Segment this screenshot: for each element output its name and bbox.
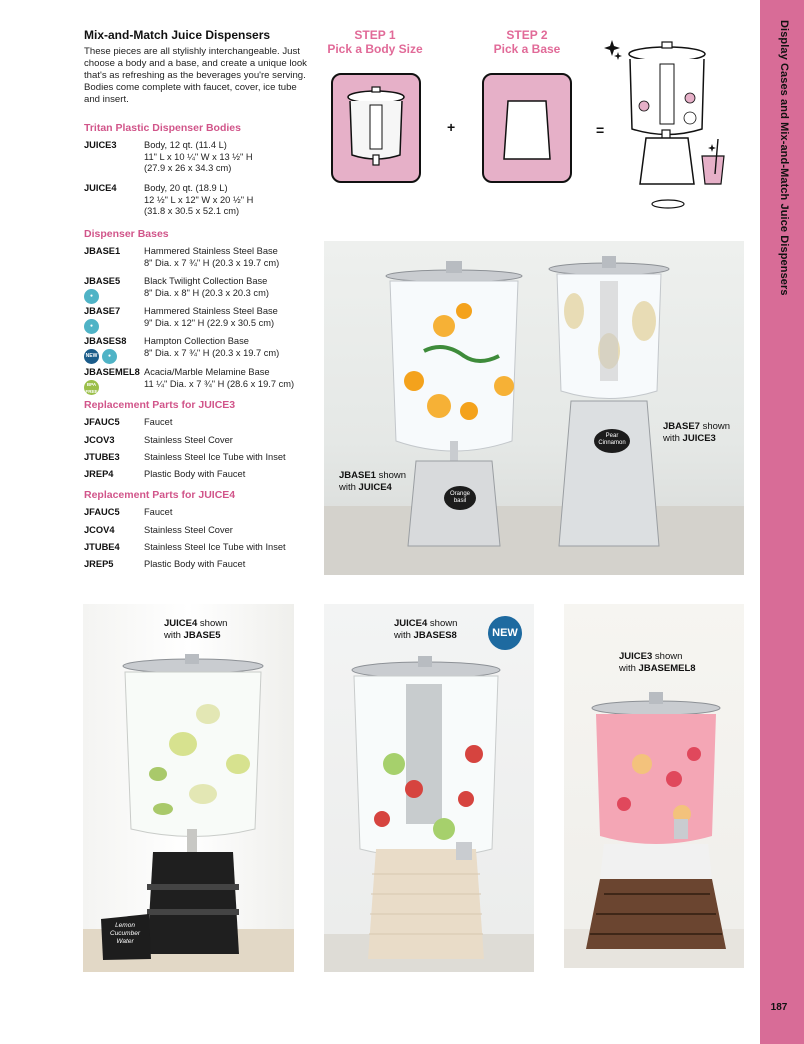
caption-text: shown xyxy=(378,470,407,481)
caption-text: shown xyxy=(199,618,228,629)
caption-right xyxy=(663,421,730,444)
step2-label: STEP 2 xyxy=(506,28,548,42)
caption-text: shown xyxy=(702,421,731,432)
item-code: JBASES8 xyxy=(84,336,127,346)
part-row xyxy=(84,542,314,554)
item-code: JUICE4 xyxy=(84,183,117,193)
step1-sub: Pick a Body Size xyxy=(327,42,423,56)
bases-heading: Dispenser Bases xyxy=(84,228,169,240)
desc-line: Body, 20 qt. (18.9 L) xyxy=(144,183,228,193)
dispenser-base-icon xyxy=(484,75,570,181)
caption xyxy=(164,618,227,641)
sidebar-title: Display Cases and Mix-and-Match Juice Dispensers xyxy=(778,20,790,296)
item-desc: Faucet xyxy=(144,507,173,517)
caption-code: JBASES8 xyxy=(413,629,457,641)
caption-code: JUICE4 xyxy=(394,618,428,629)
bodies-heading: Tritan Plastic Dispenser Bodies xyxy=(84,122,241,134)
sidebar-tab xyxy=(760,0,804,1044)
item-code: JTUBE3 xyxy=(84,452,120,462)
step1-label: STEP 1 xyxy=(354,28,396,42)
item-code: JCOV3 xyxy=(84,435,115,445)
page-number: 187 xyxy=(770,1002,788,1013)
plus-sign: + xyxy=(447,119,456,135)
caption-text: with xyxy=(394,629,411,641)
desc-line: 11" L x 10 ¼" W x 13 ½" H xyxy=(144,151,253,162)
intro-block xyxy=(84,28,314,106)
desc-line: 11 ¼" Dia. x 7 ¾" H (28.6 x 19.7 cm) xyxy=(144,378,295,389)
spec-row xyxy=(84,367,314,397)
item-code: JBASE5 xyxy=(84,276,121,286)
item-desc xyxy=(144,140,319,175)
desc-line: (31.8 x 30.5 x 52.1 cm) xyxy=(144,206,240,216)
desc-line: Hammered Stainless Steel Base xyxy=(144,306,278,316)
caption-code: JBASE5 xyxy=(183,629,221,641)
sparkle-icon xyxy=(614,52,622,60)
desc-line: 8" Dia. x 7 ¾" H (20.3 x 19.7 cm) xyxy=(144,257,280,268)
drink-glass-icon xyxy=(702,156,724,184)
item-code: JTUBE4 xyxy=(84,542,120,552)
part-row xyxy=(84,559,314,571)
item-code: JBASE1 xyxy=(84,246,121,256)
part-row xyxy=(84,452,314,464)
caption xyxy=(394,618,457,641)
item-desc: Stainless Steel Cover xyxy=(144,525,233,535)
item-code: JUICE3 xyxy=(84,140,117,150)
item-desc xyxy=(144,276,319,299)
desc-line: Black Twilight Collection Base xyxy=(144,276,268,286)
part-row xyxy=(84,525,314,537)
step1-heading xyxy=(326,28,424,56)
part-row xyxy=(84,417,314,429)
caption-text: shown xyxy=(654,651,683,662)
spec-row xyxy=(84,336,314,366)
body-size-illustration xyxy=(331,73,421,183)
item-code: JFAUC5 xyxy=(84,417,120,427)
desc-line: Body, 12 qt. (11.4 L) xyxy=(144,140,227,150)
item-code: JREP4 xyxy=(84,469,114,479)
new-badge: NEW xyxy=(84,349,99,364)
item-desc: Stainless Steel Ice Tube with Inset xyxy=(144,452,286,462)
dispenser-photo-art xyxy=(83,604,294,972)
item-desc: Plastic Body with Faucet xyxy=(144,559,246,569)
intro-text: These pieces are all stylishly interchangeable. Just choose a body and a base, and create a unique look that's as refreshing as the beverages you're serving. Bodies come complete with faucet, cover, ice tube and insert. xyxy=(84,46,307,105)
sign-line: Lemon xyxy=(115,922,135,929)
water-drop-icon: ● xyxy=(84,289,99,304)
part-row xyxy=(84,469,314,481)
caption-text: with xyxy=(663,432,680,444)
item-desc: Stainless Steel Cover xyxy=(144,435,233,445)
item-desc xyxy=(144,306,319,329)
sign-line: Cinnamon xyxy=(598,440,626,446)
desc-line: 8" Dia. x 7 ¾" H (20.3 x 19.7 cm) xyxy=(144,347,280,358)
spec-row xyxy=(84,276,314,306)
bottom-photo-juice4-jbase5 xyxy=(83,604,294,972)
page-title: Mix-and-Match Juice Dispensers xyxy=(84,28,271,42)
bottom-photo-juice3-jbasemel8 xyxy=(564,604,744,968)
bottom-photo-juice4-jbases8 xyxy=(324,604,534,972)
desc-line: Hammered Stainless Steel Base xyxy=(144,246,278,256)
sign-line: Water xyxy=(116,938,134,945)
equals-sign: = xyxy=(596,122,605,138)
base-illustration xyxy=(482,73,572,183)
item-desc: Plastic Body with Faucet xyxy=(144,469,246,479)
spec-row xyxy=(84,246,314,270)
water-drop-icon: ● xyxy=(84,319,99,334)
top-product-photo xyxy=(324,241,744,575)
caption-text: with xyxy=(339,481,356,493)
spec-row xyxy=(84,306,314,336)
parts4-heading: Replacement Parts for JUICE4 xyxy=(84,489,236,501)
item-code: JBASEMEL8 xyxy=(84,367,140,377)
sign-line: Pear xyxy=(605,433,619,439)
caption-code: JUICE4 xyxy=(164,618,198,629)
sign-line: Orange xyxy=(449,491,470,497)
dispenser-body-icon xyxy=(333,75,419,181)
spec-row xyxy=(84,140,314,176)
parts3-heading: Replacement Parts for JUICE3 xyxy=(84,399,236,411)
caption-text: shown xyxy=(429,618,458,629)
dispensers-photo-art xyxy=(324,241,744,575)
caption-code: JBASE7 xyxy=(663,421,700,432)
item-desc xyxy=(144,336,319,359)
chalk-sign-right xyxy=(594,433,630,447)
item-desc xyxy=(144,246,319,269)
item-desc: Faucet xyxy=(144,417,173,427)
item-code: JREP5 xyxy=(84,559,114,569)
caption-text: with xyxy=(619,662,636,674)
sign-line: basil xyxy=(453,498,467,504)
caption xyxy=(619,651,696,674)
item-code: JBASE7 xyxy=(84,306,121,316)
caption-text: with xyxy=(164,629,181,641)
caption-code: JUICE3 xyxy=(682,432,716,444)
desc-line: 9" Dia. x 12" H (22.9 x 30.5 cm) xyxy=(144,317,275,328)
item-code: JFAUC5 xyxy=(84,507,120,517)
step2-heading xyxy=(478,28,576,56)
caption-code: JBASE1 xyxy=(339,470,376,481)
dispenser-photo-art xyxy=(324,604,534,972)
desc-line: Hampton Collection Base xyxy=(144,336,249,346)
part-row xyxy=(84,435,314,447)
item-desc xyxy=(144,367,319,390)
new-badge: NEW xyxy=(488,616,522,650)
part-row xyxy=(84,507,314,519)
caption-code: JUICE3 xyxy=(619,651,653,662)
desc-line: 8" Dia. x 8" H (20.3 x 20.3 cm) xyxy=(144,287,269,298)
bpa-free-badge: BPA FREE xyxy=(85,382,98,394)
desc-line: Acacia/Marble Melamine Base xyxy=(144,367,270,377)
item-desc: Stainless Steel Ice Tube with Inset xyxy=(144,542,286,552)
step2-sub: Pick a Base xyxy=(493,42,561,56)
item-code: JCOV4 xyxy=(84,525,115,535)
desc-line: (27.9 x 26 x 34.3 cm) xyxy=(144,163,232,173)
item-desc xyxy=(144,183,319,218)
sign-line: Cucumber xyxy=(110,930,140,937)
assembled-dispenser-illustration xyxy=(604,34,734,214)
chalk-sign-left xyxy=(442,491,478,505)
caption-code: JUICE4 xyxy=(358,481,392,493)
desc-line: 12 ½" L x 12" W x 20 ½" H xyxy=(144,194,254,205)
caption-left xyxy=(339,470,406,493)
sparkle-icon xyxy=(708,144,716,152)
chalk-sign xyxy=(103,922,147,946)
spec-row xyxy=(84,183,314,219)
caption-code: JBASEMEL8 xyxy=(638,662,696,674)
water-drop-icon: ● xyxy=(102,349,117,364)
